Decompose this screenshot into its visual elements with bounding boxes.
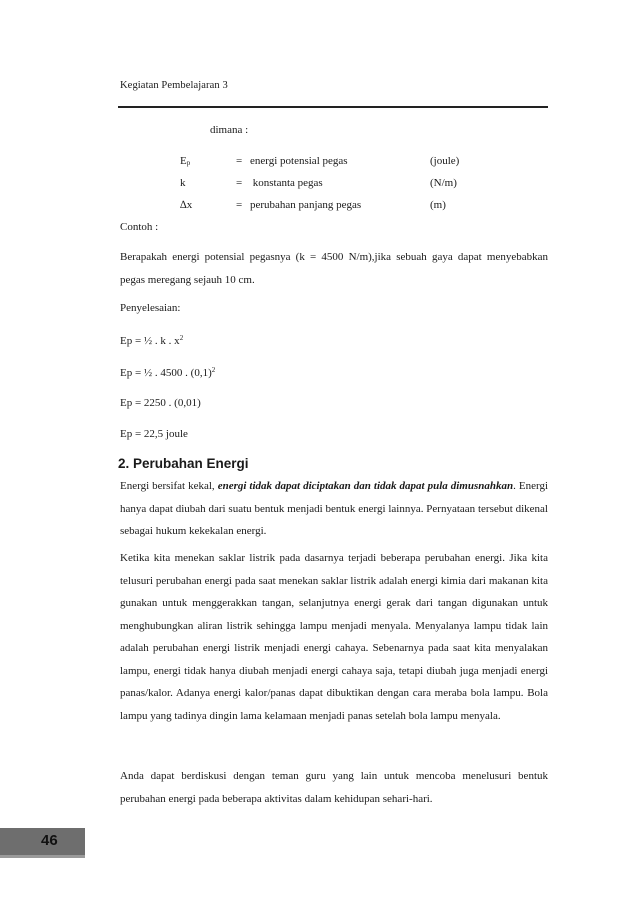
definition-eq: = — [236, 177, 243, 189]
solution-step: Ep = ½ . 4500 . $(0,1)^2$ — [120, 366, 216, 379]
section-heading: 2. Perubahan Energi — [118, 456, 249, 471]
page-number-tab-shadow — [0, 855, 85, 858]
definition-symbol-k: k — [180, 177, 186, 189]
definition-symbol-dx: ∆x — [180, 199, 193, 211]
running-header: Kegiatan Pembelajaran 3 — [120, 80, 228, 91]
definition-unit: (joule) — [430, 155, 460, 167]
solution-step: Ep = ½ . k . $x^2$ — [120, 334, 184, 347]
solution-label: Penyelesaian: — [120, 302, 181, 314]
definition-desc: konstanta pegas — [250, 177, 323, 189]
solution-step: Ep = 22,5 joule — [120, 428, 188, 440]
definition-symbol-ep: $E_p$ — [180, 155, 191, 167]
section-paragraph-1: Energi bersifat kekal, energi tidak dapat diciptakan dan tidak dapat pula dimusnahkan. Energi hanya dapat diubah dari suatu bentuk menjadi bentuk energi lainnya. Pernyataan tersebut dikenal sebagai hukum kekekalan energi. — [120, 480, 549, 537]
header-rule — [118, 106, 548, 108]
example-question: Berapakah energi potensial pegasnya (k = 4500 N/m),jika sebuah gaya dapat menyebabkan pegas meregang sejauh 10 cm. — [120, 251, 548, 286]
definitions-intro: dimana : — [210, 124, 249, 136]
section-paragraph-2: Ketika kita menekan saklar listrik pada dasarnya terjadi beberapa perubahan energi. Jika kita telusuri perubahan energi pada saat menekan saklar listrik adalah energi kimia dari makanan kita gunakan untuk menggerakkan tangan, selanjutnya energi gerak dari tangan digunakan untuk menghubungkan aliran listrik sehingga lampu menjadi menyala. Menyalanya lampu tidak lain adalah perubahan energi listrik menjadi energi cahaya. Sebenarnya pada saat kita menyalakan lampu, energi tidak hanya diubah menjadi energi cahaya saja, tetapi diubah juga menjadi energi panas/kalor. Adanya energi kalor/panas dapat dibuktikan dengan cara meraba bola lampu. Bola lampu yang tadinya dingin lama kelamaan menjadi panas setelah bola lampu menyala. — [120, 552, 548, 722]
definition-eq: = — [236, 199, 243, 211]
definition-unit: (m) — [430, 199, 446, 211]
definition-desc: energi potensial pegas — [250, 155, 348, 167]
definition-unit: (N/m) — [430, 177, 457, 189]
definition-eq: = — [236, 155, 243, 167]
page-number: 46 — [41, 832, 58, 849]
emphasis-text: energi tidak dapat diciptakan dan tidak dapat pula dimusnahkan — [217, 480, 514, 492]
definition-desc: perubahan panjang pegas — [250, 199, 362, 211]
section-paragraph-3: Anda dapat berdiskusi dengan teman guru yang lain untuk mencoba menelusuri bentuk perubahan energi pada beberapa aktivitas dalam kehidupan sehari-hari. — [120, 770, 548, 805]
solution-step: Ep = 2250 . (0,01) — [120, 397, 201, 409]
example-label: Contoh : — [120, 221, 159, 233]
